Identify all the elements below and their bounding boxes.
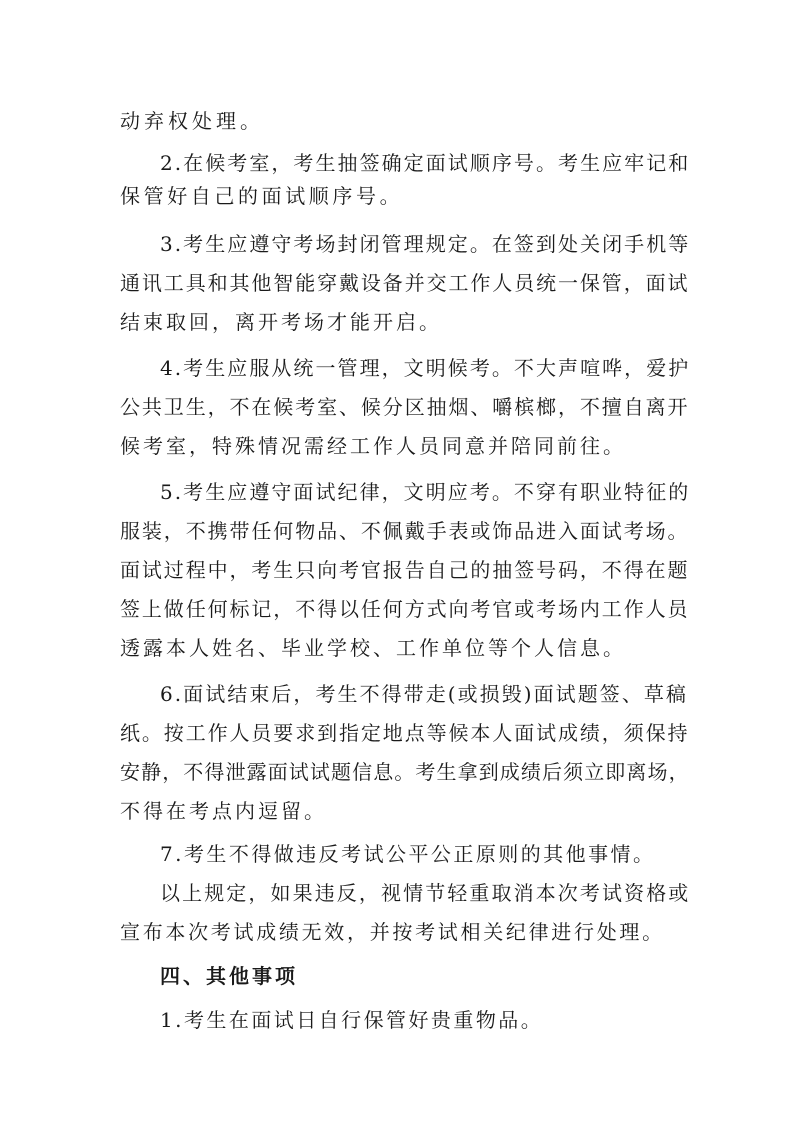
paragraph-line: 透露本人姓名、毕业学校、工作单位等个人信息。 (120, 636, 626, 660)
paragraph-line: 以上规定，如果违反，视情节轻重取消本次考试资格或 (160, 881, 691, 905)
paragraph-line: 保管好自己的面试顺序号。 (120, 184, 404, 208)
paragraph-line: 结束取回，离开考场才能开启。 (120, 310, 442, 334)
paragraph-line: 2.在候考室，考生抽签确定面试顺序号。考生应牢记和 (160, 151, 691, 175)
paragraph-line: 签上做任何标记，不得以任何方式向考官或考场内工作人员 (120, 597, 690, 621)
paragraph-line: 不得在考点内逗留。 (120, 799, 327, 823)
paragraph-line: 公共卫生，不在候考室、候分区抽烟、嚼槟榔，不擅自离开 (120, 395, 690, 419)
paragraph-line: 服装，不携带任何物品、不佩戴手表或饰品进入面试考场。 (120, 519, 690, 543)
paragraph-line: 5.考生应遵守面试纪律，文明应考。不穿有职业特征的 (160, 480, 691, 504)
section-heading: 四、其他事项 (160, 964, 298, 988)
paragraph-line: 面试过程中，考生只向考官报告自己的抽签号码，不得在题 (120, 558, 690, 582)
paragraph-line: 动弃权处理。 (120, 109, 264, 133)
paragraph-line: 1.考生在面试日自行保管好贵重物品。 (160, 1008, 544, 1032)
paragraph-line: 宣布本次考试成绩无效，并按考试相关纪律进行处理。 (120, 920, 665, 944)
paragraph-line: 安静，不得泄露面试试题信息。考生拿到成绩后须立即离场， (120, 760, 690, 784)
paragraph-line: 6.面试结束后，考生不得带走(或损毁)面试题签、草稿 (160, 682, 688, 706)
paragraph-line: 通讯工具和其他智能穿戴设备并交工作人员统一保管，面试 (120, 271, 690, 295)
paragraph-line: 4.考生应服从统一管理，文明候考。不大声喧哗，爱护 (160, 356, 691, 380)
paragraph-line: 纸。按工作人员要求到指定地点等候本人面试成绩，须保持 (120, 721, 690, 745)
paragraph-line: 候考室，特殊情况需经工作人员同意并陪同前往。 (120, 434, 626, 458)
paragraph-line: 7.考生不得做违反考试公平公正原则的其他事情。 (160, 842, 656, 866)
paragraph-line: 3.考生应遵守考场封闭管理规定。在签到处关闭手机等 (160, 232, 691, 256)
